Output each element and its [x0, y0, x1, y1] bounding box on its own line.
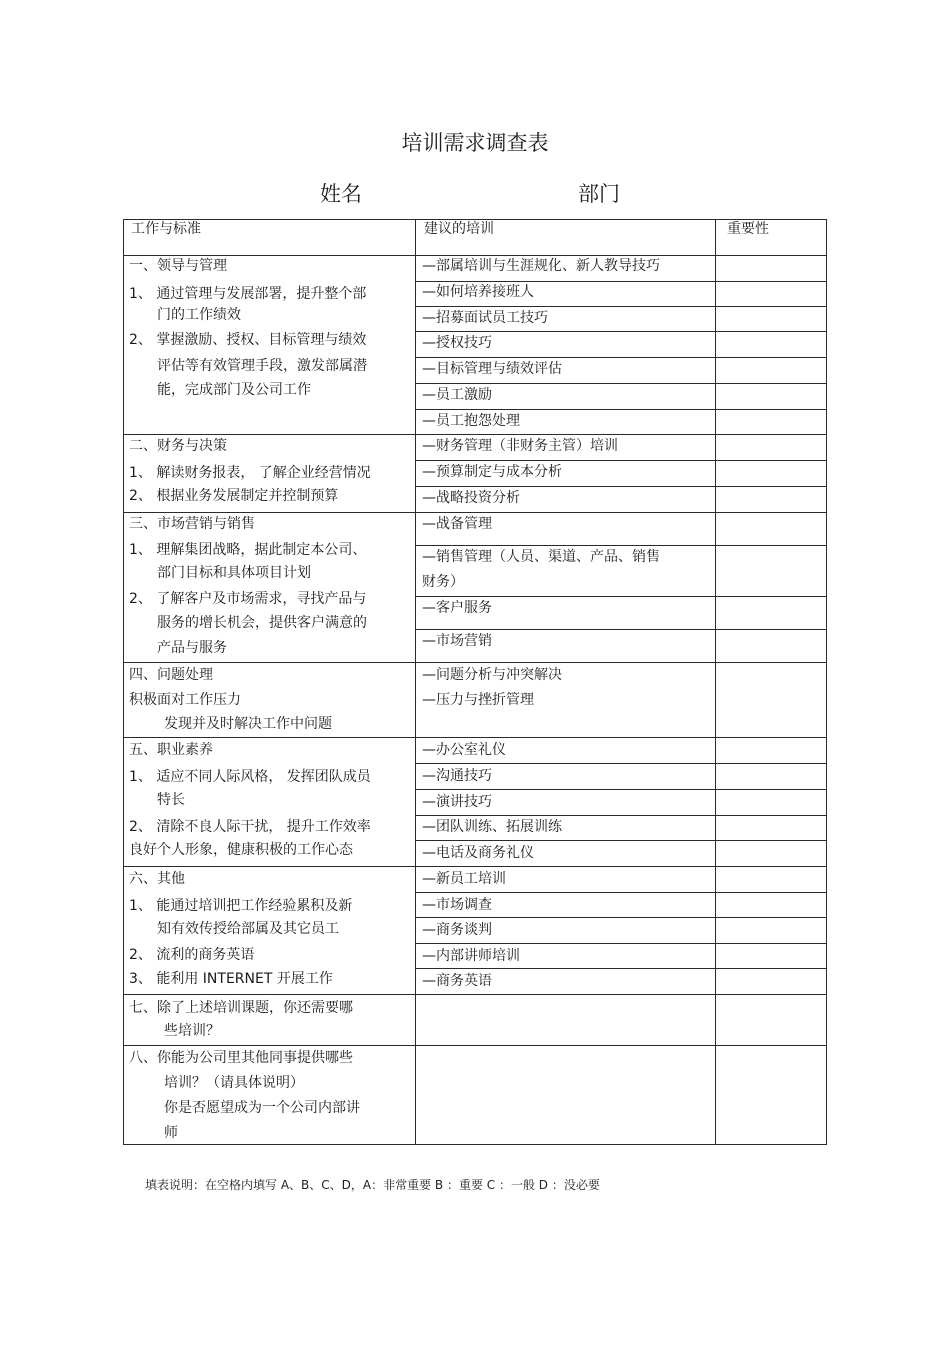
subrow-divider — [415, 460, 827, 461]
row-divider — [123, 994, 827, 995]
row-divider — [123, 434, 827, 435]
subrow-divider — [415, 545, 827, 546]
subrow-divider — [415, 409, 827, 410]
row-divider — [123, 866, 827, 867]
training-item: —如何培养接班人 — [422, 284, 534, 300]
section-line: 能，完成部门及公司工作 — [157, 382, 311, 398]
section-line: 师 — [164, 1125, 178, 1141]
training-item: —部属培训与生涯规化、新人教导技巧 — [422, 258, 660, 274]
training-item: —商务谈判 — [422, 922, 492, 938]
section-heading: 二、财务与决策 — [129, 438, 227, 454]
training-item: —销售管理（人员、渠道、产品、销售 — [422, 549, 660, 565]
section-heading: 六、其他 — [129, 871, 185, 887]
training-item: —预算制定与成本分析 — [422, 464, 562, 480]
table-border-left — [123, 219, 124, 1145]
section-line: 1、 能通过培训把工作经验累积及新 — [129, 898, 353, 914]
section-heading: 五、职业素养 — [129, 742, 213, 758]
row-divider — [123, 255, 827, 256]
department-label: 部门 — [578, 182, 620, 206]
subrow-divider — [415, 596, 827, 597]
table-border-bottom — [123, 1144, 827, 1145]
training-item: —商务英语 — [422, 973, 492, 989]
fill-instructions: 填表说明：在空格内填写 A、B、C、D，A：非常重要 B ：重要 C ：一般 D ：没必要 — [145, 1178, 600, 1192]
subrow-divider — [415, 383, 827, 384]
section-line: 发现并及时解决工作中问题 — [164, 716, 332, 732]
subrow-divider — [415, 629, 827, 630]
row-divider — [123, 737, 827, 738]
subrow-divider — [415, 943, 827, 944]
section-line: 良好个人形象，健康积极的工作心态 — [129, 842, 353, 858]
training-item: —沟通技巧 — [422, 768, 492, 784]
training-item: —客户服务 — [422, 600, 492, 616]
section-line: 2、 清除不良人际干扰， 提升工作效率 — [129, 819, 371, 835]
training-item: —演讲技巧 — [422, 794, 492, 810]
section-line: 服务的增长机会，提供客户满意的 — [157, 615, 367, 631]
subrow-divider — [415, 917, 827, 918]
training-item: —战备管理 — [422, 516, 492, 532]
section-line: 产品与服务 — [157, 640, 227, 656]
section-line: 评估等有效管理手段，激发部属潜 — [157, 358, 367, 374]
subrow-divider — [415, 486, 827, 487]
section-line: 门的工作绩效 — [157, 307, 241, 323]
section-line: 2、 流利的商务英语 — [129, 947, 255, 963]
section-line: 些培训？ — [164, 1023, 220, 1039]
subrow-divider — [415, 789, 827, 790]
section-line: 2、 了解客户及市场需求，寻找产品与 — [129, 591, 367, 607]
training-item: —内部讲师培训 — [422, 948, 520, 964]
training-item: —市场营销 — [422, 633, 492, 649]
training-item: —问题分析与冲突解决 — [422, 667, 562, 683]
section-line: 1、 解读财务报表， 了解企业经营情况 — [129, 465, 371, 481]
training-item: —团队训练、拓展训练 — [422, 819, 562, 835]
training-item: —战略投资分析 — [422, 490, 520, 506]
row-divider — [123, 512, 827, 513]
training-item: —新员工培训 — [422, 871, 506, 887]
section-heading: 七、除了上述培训课题，你还需要哪 — [129, 1000, 353, 1016]
section-line: 2、 掌握激励、授权、目标管理与绩效 — [129, 332, 367, 348]
section-line: 1、 通过管理与发展部署，提升整个部 — [129, 286, 367, 302]
training-item: —市场调查 — [422, 897, 492, 913]
page-title: 培训需求调查表 — [401, 131, 549, 155]
training-item: —压力与挫折管理 — [422, 692, 534, 708]
section-line: 积极面对工作压力 — [129, 692, 241, 708]
training-item: —目标管理与绩效评估 — [422, 361, 562, 377]
subrow-divider — [415, 763, 827, 764]
section-line: 部门目标和具体项目计划 — [157, 565, 311, 581]
training-item: —电话及商务礼仪 — [422, 845, 534, 861]
section-heading: 四、问题处理 — [129, 667, 213, 683]
header-importance: 重要性 — [727, 221, 769, 237]
subrow-divider — [415, 281, 827, 282]
section-line: 1、 理解集团战略，据此制定本公司、 — [129, 542, 367, 558]
name-label: 姓名 — [320, 182, 362, 206]
training-item: —办公室礼仪 — [422, 742, 506, 758]
subrow-divider — [415, 331, 827, 332]
section-heading: 三、市场营销与销售 — [129, 516, 255, 532]
training-item: —财务管理（非财务主管）培训 — [422, 438, 618, 454]
section-line: 2、 根据业务发展制定并控制预算 — [129, 488, 339, 504]
training-item: —员工抱怨处理 — [422, 413, 520, 429]
row-divider — [123, 662, 827, 663]
section-line: 知有效传授给部属及其它员工 — [157, 921, 339, 937]
subrow-divider — [415, 357, 827, 358]
section-line: 特长 — [157, 792, 185, 808]
section-heading: 一、领导与管理 — [129, 258, 227, 274]
section-line: 培训？（请具体说明） — [164, 1075, 304, 1091]
section-heading: 八、你能为公司里其他同事提供哪些 — [129, 1050, 353, 1066]
section-line: 你是否愿望成为一个公司内部讲 — [164, 1100, 360, 1116]
header-work-standard: 工作与标准 — [131, 221, 201, 237]
row-divider — [123, 1045, 827, 1046]
training-item: —员工激励 — [422, 387, 492, 403]
training-item: —招募面试员工技巧 — [422, 310, 548, 326]
training-item: —授权技巧 — [422, 335, 492, 351]
header-suggested-training: 建议的培训 — [424, 221, 494, 237]
subrow-divider — [415, 306, 827, 307]
section-line: 3、 能利用 INTERNET 开展工作 — [129, 971, 333, 987]
subrow-divider — [415, 815, 827, 816]
section-line: 1、 适应不同人际风格， 发挥团队成员 — [129, 769, 371, 785]
subrow-divider — [415, 840, 827, 841]
subrow-divider — [415, 968, 827, 969]
subrow-divider — [415, 892, 827, 893]
training-item: 财务） — [422, 574, 464, 590]
